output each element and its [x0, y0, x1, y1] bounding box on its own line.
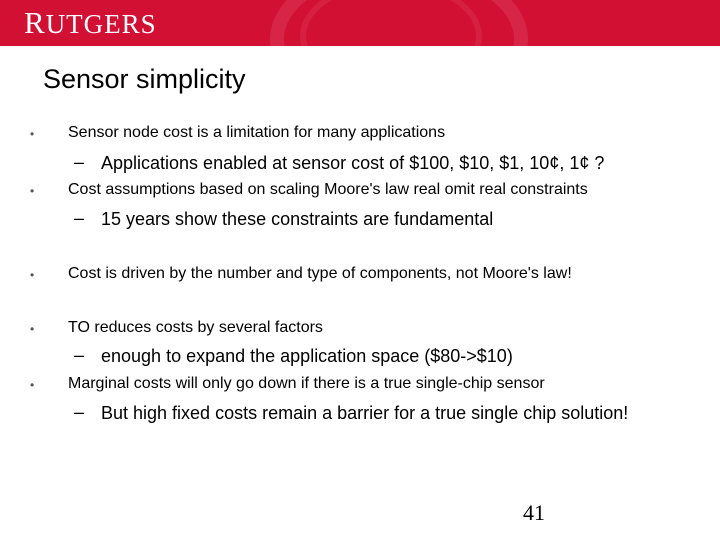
- sub-bullet-item: enough to expand the application space ($80->$10): [101, 346, 513, 366]
- sub-bullet-marker: –: [74, 208, 85, 228]
- sub-bullet-marker: –: [74, 152, 85, 172]
- bullet-item: TO reduces costs by several factors: [68, 319, 323, 336]
- bullet-marker: •: [30, 322, 35, 336]
- header-banner: [0, 0, 720, 46]
- seal-watermark-inner: [300, 0, 482, 46]
- page-number: 41: [523, 500, 545, 525]
- bullet-marker: •: [30, 268, 35, 282]
- bullet-marker: •: [30, 184, 35, 198]
- sub-bullet-marker: –: [74, 345, 85, 365]
- sub-bullet-marker: –: [74, 402, 85, 422]
- sub-bullet-item: 15 years show these constraints are fundamental: [101, 209, 494, 229]
- bullet-item: Marginal costs will only go down if there is a true single-chip sensor: [68, 375, 545, 392]
- bullet-item: Cost is driven by the number and type of components, not Moore's law!: [68, 265, 572, 282]
- sub-bullet-item: But high fixed costs remain a barrier for a true single chip solution!: [101, 403, 629, 423]
- bullet-marker: •: [30, 127, 35, 141]
- bullet-item: Sensor node cost is a limitation for many applications: [68, 124, 446, 141]
- sub-bullet-item: Applications enabled at sensor cost of $100, $10, $1, 10¢, 1¢ ?: [101, 153, 605, 173]
- slide-title: Sensor simplicity: [43, 64, 246, 94]
- bullet-marker: •: [30, 378, 35, 392]
- bullet-item: Cost assumptions based on scaling Moore's law real omit real constraints: [68, 181, 588, 198]
- rutgers-logo: RUTGERS: [24, 5, 157, 40]
